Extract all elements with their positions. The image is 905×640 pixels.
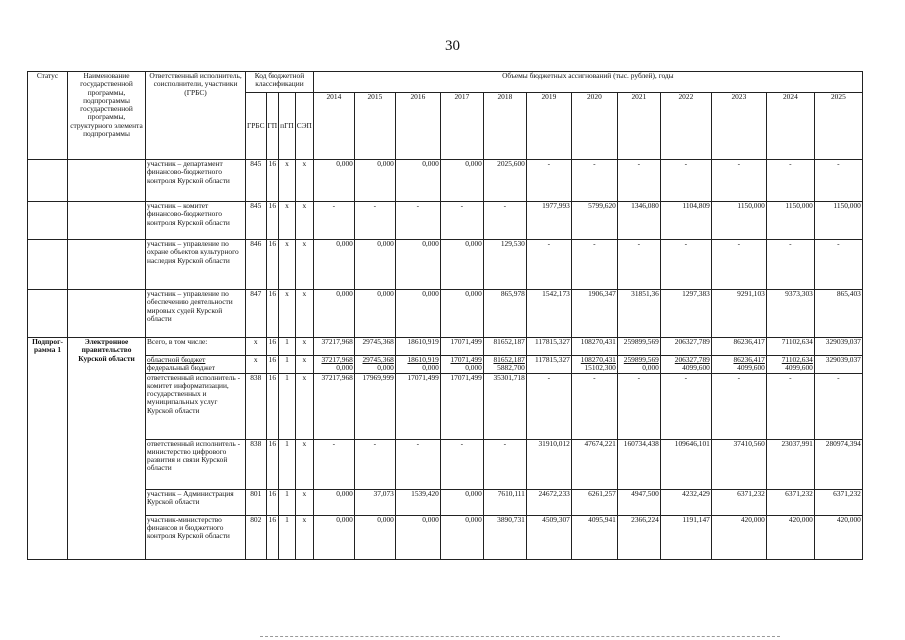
header-code-col: ГРБС <box>246 93 267 160</box>
code-cell: 16 <box>266 356 279 374</box>
value-cell: - <box>617 160 660 202</box>
value-cell: 129,530 <box>483 240 526 290</box>
value-cell: 109646,101 <box>660 439 711 489</box>
value-cell <box>395 356 440 374</box>
header-year: 2014 <box>313 93 354 160</box>
regional-budget-value: 206327,789 <box>674 355 710 364</box>
value-cell: 280974,394 <box>814 439 862 489</box>
value-cell: 17969,999 <box>354 373 395 439</box>
value-cell: - <box>660 373 711 439</box>
header-year: 2020 <box>571 93 617 160</box>
code-cell: х <box>279 290 296 338</box>
value-cell: 1150,000 <box>766 202 814 240</box>
value-cell <box>660 356 711 374</box>
value-cell: 0,000 <box>313 240 354 290</box>
code-cell: 1 <box>279 338 296 356</box>
value-cell: 29745,368 <box>354 338 395 356</box>
status-cell <box>28 160 68 202</box>
code-cell: 16 <box>266 290 279 338</box>
value-cell: 2025,600 <box>483 160 526 202</box>
header-year: 2016 <box>395 93 440 160</box>
code-cell: 1 <box>279 515 296 559</box>
executor-cell: участник-министерство финансов и бюджетного контроля Курской области <box>146 515 246 559</box>
value-cell: 23037,991 <box>766 439 814 489</box>
value-cell: 0,000 <box>440 160 483 202</box>
table-row <box>28 439 863 489</box>
code-cell: 1 <box>279 356 296 374</box>
code-cell: 838 <box>246 373 267 439</box>
value-cell: 35301,718 <box>483 373 526 439</box>
header-budget-code: Код бюджетной классификации <box>246 72 314 93</box>
status-cell: Подпрог-рамма 1 <box>28 338 68 560</box>
value-cell: - <box>766 160 814 202</box>
value-cell: 329039,037 <box>814 338 862 356</box>
executor-cell: участник – управление по обеспечению деятельности мировых судей Курской области <box>146 290 246 338</box>
value-cell: 47674,221 <box>571 439 617 489</box>
federal-budget-value: 4099,600 <box>682 363 710 373</box>
regional-budget-value: 117815,327 <box>535 355 570 364</box>
code-cell: х <box>295 202 313 240</box>
value-cell: - <box>571 160 617 202</box>
code-cell: 16 <box>266 439 279 489</box>
value-cell: 0,000 <box>313 515 354 559</box>
value-cell: 71102,634 <box>766 338 814 356</box>
value-cell: 6261,257 <box>571 489 617 515</box>
value-cell: 259899,569 <box>617 338 660 356</box>
code-cell: 802 <box>246 515 267 559</box>
value-cell <box>766 356 814 374</box>
value-cell: 1539,420 <box>395 489 440 515</box>
table-row <box>28 290 863 338</box>
value-cell <box>711 356 766 374</box>
value-cell: 0,000 <box>313 290 354 338</box>
code-cell: 16 <box>266 160 279 202</box>
value-cell: 108270,431 <box>571 338 617 356</box>
value-cell: - <box>526 373 571 439</box>
value-cell: 1150,000 <box>814 202 862 240</box>
value-cell: 6371,232 <box>711 489 766 515</box>
value-cell: 1542,173 <box>526 290 571 338</box>
regional-budget-value: 18610,919 <box>407 355 439 364</box>
value-cell: 9373,303 <box>766 290 814 338</box>
header-status: Статус <box>28 72 68 160</box>
executor-cell: участник – департамент финансово-бюджетного контроля Курской области <box>146 160 246 202</box>
value-cell: 0,000 <box>440 290 483 338</box>
regional-budget-value: 259899,569 <box>623 355 659 364</box>
value-cell: 1977,993 <box>526 202 571 240</box>
table-row <box>28 202 863 240</box>
code-cell: 845 <box>246 202 267 240</box>
code-cell: 1 <box>279 489 296 515</box>
header-year: 2025 <box>814 93 862 160</box>
regional-budget-value: 108270,431 <box>580 355 616 364</box>
value-cell: 0,000 <box>440 489 483 515</box>
value-cell: - <box>766 373 814 439</box>
value-cell: 17071,499 <box>440 338 483 356</box>
value-cell: - <box>711 240 766 290</box>
code-cell: х <box>295 160 313 202</box>
value-cell: - <box>440 439 483 489</box>
value-cell <box>313 356 354 374</box>
value-cell: 6371,232 <box>814 489 862 515</box>
header-volumes: Объемы бюджетных ассигнований (тыс. рублей), годы <box>313 72 862 93</box>
value-cell: - <box>354 439 395 489</box>
value-cell: 1104,809 <box>660 202 711 240</box>
budget-table <box>27 71 863 560</box>
value-cell: 420,000 <box>766 515 814 559</box>
federal-budget-value: 0,000 <box>422 363 439 373</box>
code-cell: 16 <box>266 202 279 240</box>
value-cell: 81652,187 <box>483 338 526 356</box>
value-cell: 0,000 <box>313 160 354 202</box>
code-cell: 801 <box>246 489 267 515</box>
executor-cell: участник – комитет финансово-бюджетного контроля Курской области <box>146 202 246 240</box>
value-cell: 2366,224 <box>617 515 660 559</box>
table-row <box>28 515 863 559</box>
value-cell: 0,000 <box>440 515 483 559</box>
code-cell: х <box>295 240 313 290</box>
value-cell: - <box>814 240 862 290</box>
value-cell: 37217,968 <box>313 338 354 356</box>
header-row-1 <box>28 72 863 93</box>
value-cell: 0,000 <box>354 160 395 202</box>
code-cell: 16 <box>266 489 279 515</box>
status-cell <box>28 202 68 240</box>
value-cell: - <box>711 373 766 439</box>
name-cell <box>68 240 146 290</box>
value-cell: 1906,347 <box>571 290 617 338</box>
header-year: 2024 <box>766 93 814 160</box>
value-cell: - <box>660 160 711 202</box>
header-year: 2023 <box>711 93 766 160</box>
federal-budget-value <box>816 364 861 372</box>
value-cell: - <box>483 439 526 489</box>
executor-cell: Всего, в том числе: <box>146 338 246 356</box>
value-cell: - <box>395 202 440 240</box>
value-cell: 9291,103 <box>711 290 766 338</box>
code-cell: 16 <box>266 338 279 356</box>
value-cell: 1191,147 <box>660 515 711 559</box>
value-cell: - <box>711 160 766 202</box>
status-cell <box>28 290 68 338</box>
value-cell: 0,000 <box>395 240 440 290</box>
value-cell: - <box>617 240 660 290</box>
value-cell: - <box>440 202 483 240</box>
code-cell: 847 <box>246 290 267 338</box>
value-cell: - <box>395 439 440 489</box>
value-cell: - <box>660 240 711 290</box>
value-cell: 1346,080 <box>617 202 660 240</box>
table-row <box>28 356 863 374</box>
value-cell: - <box>571 240 617 290</box>
value-cell <box>814 356 862 374</box>
table-row <box>28 489 863 515</box>
regional-budget-value: 81652,187 <box>493 355 525 364</box>
header-year: 2017 <box>440 93 483 160</box>
value-cell: 17071,499 <box>395 373 440 439</box>
code-cell: 1 <box>279 373 296 439</box>
executor-cell <box>146 356 246 374</box>
header-year: 2015 <box>354 93 395 160</box>
status-cell <box>28 240 68 290</box>
table-row <box>28 373 863 439</box>
name-cell <box>68 290 146 338</box>
code-cell: х <box>295 373 313 439</box>
value-cell: 117815,327 <box>526 338 571 356</box>
value-cell: 0,000 <box>354 290 395 338</box>
code-cell: х <box>295 489 313 515</box>
value-cell: 86236,417 <box>711 338 766 356</box>
code-cell: 838 <box>246 439 267 489</box>
value-cell: 5799,620 <box>571 202 617 240</box>
code-cell: х <box>246 338 267 356</box>
value-cell <box>617 356 660 374</box>
value-cell: 0,000 <box>395 160 440 202</box>
value-cell: 420,000 <box>711 515 766 559</box>
code-cell: х <box>295 515 313 559</box>
value-cell: 37217,968 <box>313 373 354 439</box>
code-cell: 16 <box>266 515 279 559</box>
value-cell: 0,000 <box>440 240 483 290</box>
code-cell: х <box>279 202 296 240</box>
value-cell: 4947,500 <box>617 489 660 515</box>
value-cell: - <box>814 160 862 202</box>
executor-cell: участник – Администрация Курской области <box>146 489 246 515</box>
federal-budget-value: 5882,700 <box>497 363 525 373</box>
value-cell: 17071,499 <box>440 373 483 439</box>
regional-budget-value: 17071,499 <box>450 355 482 364</box>
value-cell: - <box>483 202 526 240</box>
regional-budget-value: 86236,417 <box>733 355 765 364</box>
executor-cell: ответственный исполнитель - министерство цифрового развития и связи Курской области <box>146 439 246 489</box>
value-cell: - <box>814 373 862 439</box>
header-year: 2019 <box>526 93 571 160</box>
header-year: 2018 <box>483 93 526 160</box>
value-cell <box>354 356 395 374</box>
value-cell: 420,000 <box>814 515 862 559</box>
value-cell: 37,073 <box>354 489 395 515</box>
code-cell: х <box>279 160 296 202</box>
header-executor: Ответственный исполнитель, соисполнители, участники (ГРБС) <box>146 72 246 160</box>
page-edge-line <box>260 636 780 637</box>
value-cell: 7610,111 <box>483 489 526 515</box>
executor-line: федеральный бюджет <box>147 363 216 373</box>
code-cell: 845 <box>246 160 267 202</box>
value-cell: - <box>617 373 660 439</box>
executor-cell: ответственный исполнитель - комитет информатизации, государственных и муниципальных услуг Курской области <box>146 373 246 439</box>
code-cell: 1 <box>279 439 296 489</box>
value-cell: - <box>526 240 571 290</box>
value-cell: - <box>766 240 814 290</box>
federal-budget-value: 0,000 <box>642 363 659 373</box>
regional-budget-value: 329039,037 <box>825 355 861 364</box>
value-cell: 0,000 <box>395 515 440 559</box>
value-cell: 4509,307 <box>526 515 571 559</box>
value-cell: 865,978 <box>483 290 526 338</box>
value-cell <box>483 356 526 374</box>
code-cell: х <box>295 356 313 374</box>
value-cell: 865,403 <box>814 290 862 338</box>
federal-budget-value: 4099,600 <box>737 363 765 373</box>
value-cell: 4232,429 <box>660 489 711 515</box>
code-cell: х <box>246 356 267 374</box>
value-cell: 6371,232 <box>766 489 814 515</box>
federal-budget-value: 0,000 <box>336 363 353 373</box>
header-year: 2022 <box>660 93 711 160</box>
regional-budget-value: 29745,368 <box>362 355 394 364</box>
name-cell <box>68 160 146 202</box>
value-cell: 24672,233 <box>526 489 571 515</box>
value-cell: - <box>313 439 354 489</box>
federal-budget-value <box>528 364 570 372</box>
name-cell <box>68 202 146 240</box>
value-cell: 0,000 <box>354 515 395 559</box>
value-cell: 206327,789 <box>660 338 711 356</box>
value-cell: 3890,731 <box>483 515 526 559</box>
value-cell: 31910,012 <box>526 439 571 489</box>
table-row <box>28 338 863 356</box>
executor-cell: участник – управление по охране объектов культурного наследия Курской области <box>146 240 246 290</box>
code-cell: х <box>295 290 313 338</box>
federal-budget-value: 4099,600 <box>785 363 813 373</box>
regional-budget-value: 37217,968 <box>321 355 353 364</box>
header-code-col: СЭП <box>295 93 313 160</box>
federal-budget-value: 15102,300 <box>584 363 616 373</box>
value-cell: - <box>571 373 617 439</box>
header-code-col: ГП <box>266 93 279 160</box>
value-cell: - <box>526 160 571 202</box>
regional-budget-value: 71102,634 <box>781 355 813 364</box>
value-cell: 0,000 <box>354 240 395 290</box>
value-cell <box>526 356 571 374</box>
header-code-col: пГП <box>279 93 296 160</box>
value-cell <box>571 356 617 374</box>
value-cell: 18610,919 <box>395 338 440 356</box>
page-number: 30 <box>445 38 460 54</box>
table-row <box>28 160 863 202</box>
value-cell: 0,000 <box>313 489 354 515</box>
code-cell: 16 <box>266 240 279 290</box>
value-cell: - <box>313 202 354 240</box>
name-cell: Электронное правительство Курской области <box>68 338 146 560</box>
code-cell: х <box>279 240 296 290</box>
code-cell: 16 <box>266 373 279 439</box>
value-cell: 31851,36 <box>617 290 660 338</box>
federal-budget-value: 0,000 <box>377 363 394 373</box>
header-year: 2021 <box>617 93 660 160</box>
value-cell: 160734,438 <box>617 439 660 489</box>
table-row <box>28 240 863 290</box>
code-cell: х <box>295 338 313 356</box>
value-cell: 1150,000 <box>711 202 766 240</box>
value-cell: 0,000 <box>395 290 440 338</box>
value-cell: 1297,383 <box>660 290 711 338</box>
value-cell <box>440 356 483 374</box>
value-cell: 37410,560 <box>711 439 766 489</box>
value-cell: - <box>354 202 395 240</box>
value-cell: 4095,941 <box>571 515 617 559</box>
header-name: Наименование государственной программы, подпрограммы государственной программы, структурного элемента подпрограммы <box>68 72 146 160</box>
federal-budget-value: 0,000 <box>465 363 482 373</box>
executor-line: областной бюджет <box>147 355 206 364</box>
table-body <box>28 72 863 560</box>
code-cell: х <box>295 439 313 489</box>
code-cell: 846 <box>246 240 267 290</box>
